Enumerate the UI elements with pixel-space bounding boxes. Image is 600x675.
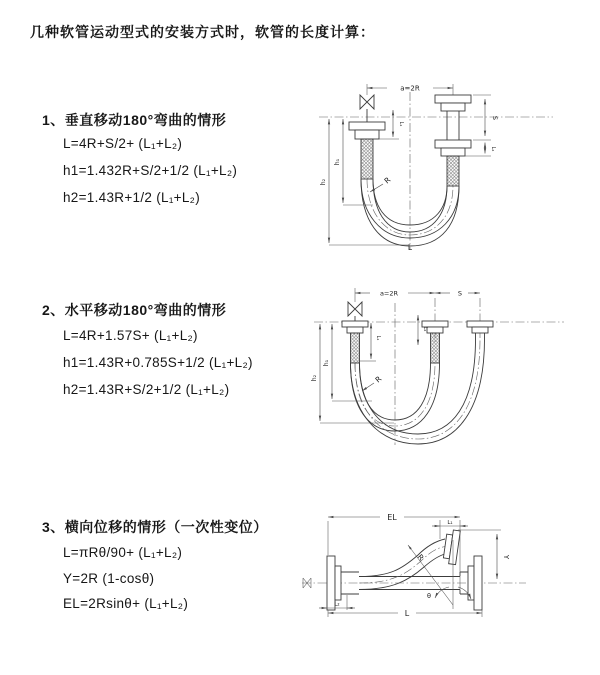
diagram2-left-pipe (342, 288, 368, 363)
flange-plate (435, 95, 471, 103)
valve-icon (348, 302, 362, 316)
diagram-vertical-180-bend (315, 78, 560, 253)
dim-label-y: Y (502, 554, 510, 560)
section-2-heading: 2、水平移动180°弯曲的情形 (42, 302, 227, 318)
flange-plate (342, 321, 368, 327)
dim-label-s: S (457, 289, 463, 298)
length-label: L (407, 243, 413, 252)
dim-label-a2r: a=2R (400, 84, 420, 93)
flange-plate (435, 140, 471, 148)
section-3-formula-el: EL=2Rsinθ+ (L₁+L₂) (63, 596, 189, 611)
radius-label: R (373, 374, 384, 385)
hose-braided-section (431, 333, 440, 363)
flange-plate (347, 327, 363, 333)
dim-label-l: L (404, 609, 410, 618)
diagram3-upper-flange (443, 529, 461, 564)
section-3-formula-l: L=πRθ/90+ (L₁+L₂) (63, 545, 183, 560)
flange-plate (472, 327, 488, 333)
angle-label: θ (427, 592, 431, 600)
dim-label-l1: L₁ (447, 520, 453, 526)
diagram1-centerlines (319, 92, 553, 250)
diagram2-dimensions (311, 290, 480, 424)
dim-label-h2: h₂ (311, 374, 318, 382)
radius-label: R (382, 175, 393, 186)
flange-plate (349, 122, 385, 130)
section-1-heading: 1、垂直移动180°弯曲的情形 (42, 112, 227, 128)
diagram1-right-pipe (435, 84, 471, 186)
section-1-formula-l: L=4R+S/2+ (L₁+L₂) (63, 136, 183, 151)
flange-plate (467, 321, 493, 327)
valve-icon (360, 95, 374, 109)
radius-label: R (415, 552, 426, 563)
flange-plate (474, 556, 482, 610)
flange-plate (335, 566, 341, 600)
diagram-horizontal-180-bend (310, 283, 570, 448)
dim-label-l1: L₁ (398, 121, 404, 127)
section-3-heading: 3、横向位移的情形（一次性变位） (42, 519, 268, 535)
flange-plate (441, 103, 465, 111)
flange-plate (427, 327, 443, 333)
dim-label-s: S (491, 115, 499, 121)
section-1-formula-h2: h2=1.43R+1/2 (L₁+L₂) (63, 190, 201, 205)
diagram3-curved-hose (359, 539, 445, 590)
dim-label-a2r: a=2R (379, 289, 399, 298)
diagram1-dimensions (320, 85, 499, 253)
hose-braided-section (351, 333, 360, 363)
dim-label-l2: L₂ (422, 326, 428, 332)
section-2-formula-l: L=4R+1.57S+ (L₁+L₂) (63, 328, 198, 343)
dim-label-h2: h₂ (320, 178, 327, 186)
dim-label-l2: L₂ (490, 146, 496, 152)
section-2-formula-h1: h1=1.43R+0.785S+1/2 (L₁+L₂) (63, 355, 253, 370)
page-title: 几种软管运动型式的安装方式时，软管的长度计算： (30, 24, 375, 40)
hose-braided-section (447, 156, 459, 186)
flange-plate (441, 148, 465, 156)
diagram-lateral-displacement (300, 497, 530, 642)
diagram2-u-bends (351, 339, 485, 444)
dim-label-el: EL (387, 513, 397, 522)
dim-label-l1: L₁ (375, 335, 381, 341)
flange-plate (355, 130, 379, 139)
dim-label-l2: L₂ (334, 601, 340, 608)
dim-label-h1: h₁ (323, 359, 330, 367)
section-1-formula-h1: h1=1.432R+S/2+1/2 (L₁+L₂) (63, 163, 238, 178)
section-2-formula-h2: h2=1.43R+S/2+1/2 (L₁+L₂) (63, 382, 230, 397)
diagram3-construction (408, 520, 471, 609)
dim-label-h1: h₁ (334, 158, 341, 166)
diagram1-left-pipe (349, 84, 385, 179)
hose-braided-section (361, 139, 373, 179)
section-3-formula-y: Y=2R (1-cosθ) (63, 571, 155, 586)
